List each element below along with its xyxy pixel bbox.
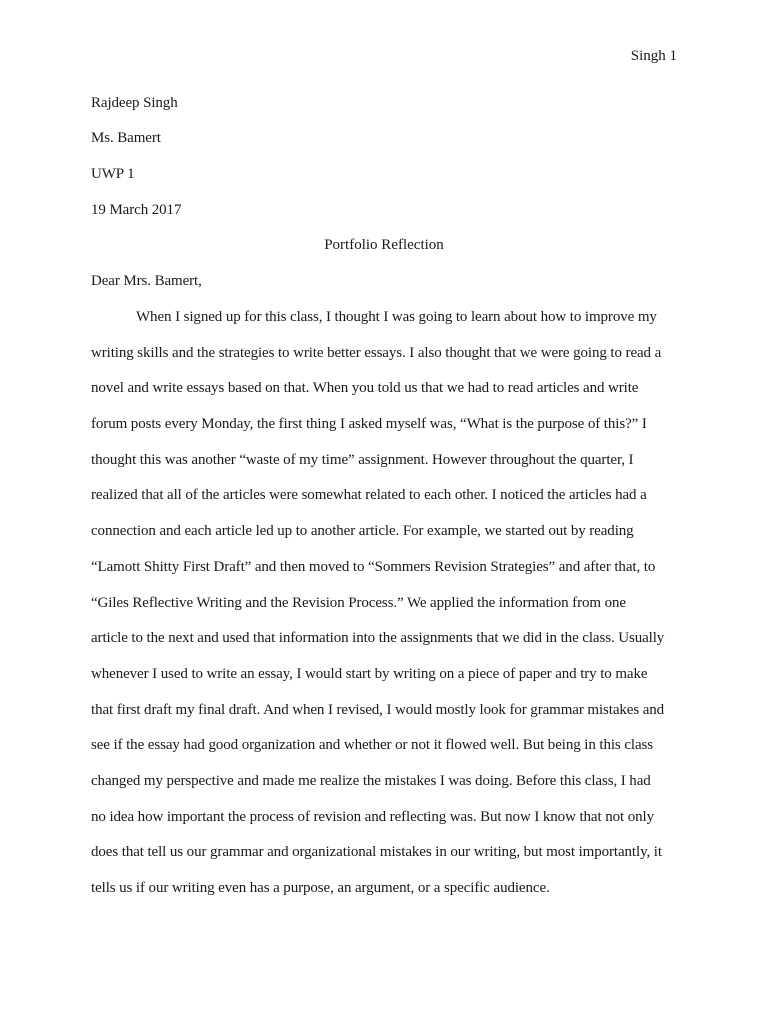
running-head: Singh 1 [630, 48, 677, 64]
body-line: novel and write essays based on that. When you told us that we had to read articles and write [91, 380, 639, 396]
body-line: no idea how important the process of revision and reflecting was. But now I know that not only [91, 809, 654, 825]
body-line: writing skills and the strategies to write better essays. I also thought that we were going to read a [91, 345, 662, 361]
body-line: whenever I used to write an essay, I would start by writing on a piece of paper and try to make [91, 666, 648, 682]
body-line: does that tell us our grammar and organizational mistakes in our writing, but most importantly, it [91, 844, 662, 860]
document-date: 19 March 2017 [91, 202, 182, 218]
course-name: UWP 1 [91, 166, 135, 182]
salutation: Dear Mrs. Bamert, [91, 273, 202, 289]
body-line: tells us if our writing even has a purpose, an argument, or a specific audience. [91, 880, 550, 896]
body-line: forum posts every Monday, the first thing I asked myself was, “What is the purpose of this?” I [91, 416, 647, 432]
body-line: realized that all of the articles were somewhat related to each other. I noticed the articles had a [91, 487, 647, 503]
body-line: connection and each article led up to another article. For example, we started out by reading [91, 523, 634, 539]
body-line: When I signed up for this class, I thought I was going to learn about how to improve my [136, 309, 657, 325]
body-line: changed my perspective and made me realize the mistakes I was doing. Before this class, I had [91, 773, 651, 789]
body-line: “Lamott Shitty First Draft” and then moved to “Sommers Revision Strategies” and after that, to [91, 559, 656, 575]
body-line: “Giles Reflective Writing and the Revision Process.” We applied the information from one [91, 595, 626, 611]
body-line: article to the next and used that information into the assignments that we did in the class. Usually [91, 630, 665, 646]
body-line: that first draft my final draft. And when I revised, I would mostly look for grammar mistakes and [91, 702, 665, 718]
student-name: Rajdeep Singh [91, 95, 178, 111]
body-line: see if the essay had good organization and whether or not it flowed well. But being in this class [91, 737, 653, 753]
body-line: thought this was another “waste of my time” assignment. However throughout the quarter, I [91, 452, 634, 468]
document-title: Portfolio Reflection [324, 237, 444, 253]
instructor-name: Ms. Bamert [91, 130, 161, 146]
